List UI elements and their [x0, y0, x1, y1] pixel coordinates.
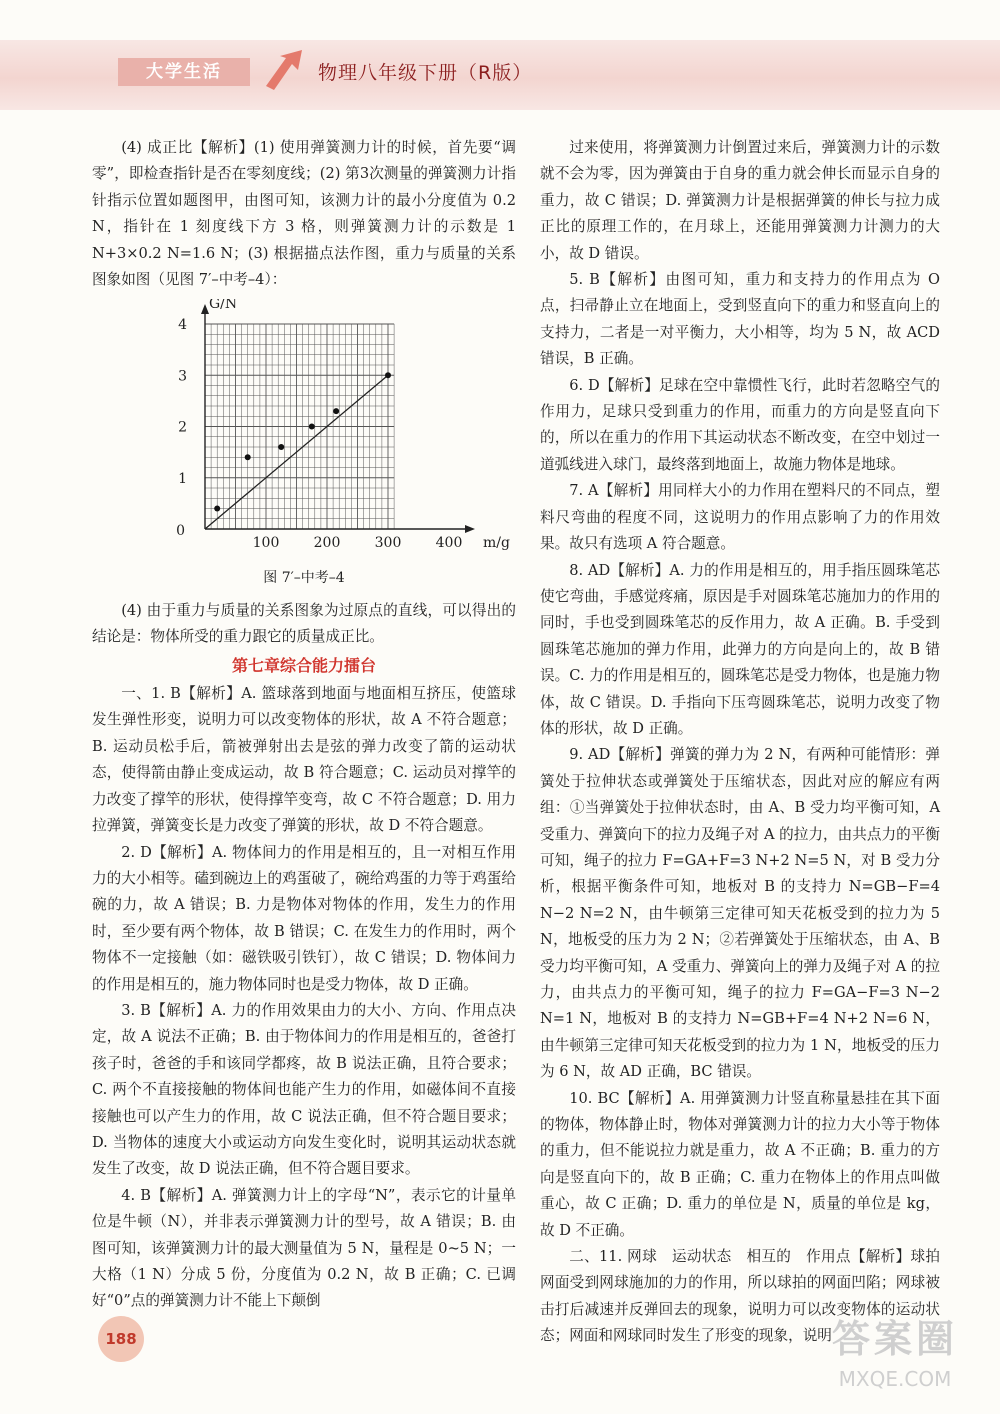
left-column [92, 135, 516, 1315]
page-number: 188 [98, 1316, 144, 1362]
x-tick-label: 400 [435, 535, 463, 552]
x-axis-arrow-icon [465, 525, 475, 533]
answer-paragraph: 过来使用，将弹簧测力计倒置过来后，弹簧测力计的示数就不会为零，因为弹簧由于自身的重力就会伸长而显示自身的重力，故 C 错误；D. 弹簧测力计是根据弹簧的伸长与拉力成正比的原理工作的，在月球上，还能用弹簧测力计测力的大小，故 D 错误。 [540, 139, 940, 262]
watermark-url: MXQE.COM [838, 1367, 952, 1391]
answer-paragraph: 二、11. 网球 运动状态 相互的 作用点【解析】球拍网面受到网球施加的力的作用，所以球拍的网面凹陷；网球被击打后减速并反弹回去的现象，说明力可以改变物体的运动状态；网面和网球同时发生了形变的现象，说明 [540, 1248, 940, 1345]
x-axis-label: m/g [483, 535, 510, 552]
data-point [245, 455, 251, 461]
data-point [385, 373, 391, 379]
section-title: 第七章综合能力擂台 [231, 655, 376, 675]
answer-paragraph: 3. B【解析】A. 力的作用效果由力的大小、方向、作用点决定，故 A 说法不正确；B. 由于物体间力的作用是相互的，爸爸打孩子时，爸爸的手和该同学都疼，故 B 说法正确，且符合要求；C. 两个不直接接触的物体间也能产生力的作用，如磁体间不直接接触也可以产生力的作用，故 C 说法正确，但不符合题目要求；D. 当物体的速度大小或运动方向发生变化时，说明其运动状态就发生了改变，故 D 说法正确，但不符合题目要求。 [92, 1001, 516, 1178]
answer-paragraph: (4) 由于重力与质量的关系图象为过原点的直线，可以得出的结论是：物体所受的重力跟它的质量成正比。 [92, 601, 516, 646]
arrow-icon [262, 48, 316, 92]
origin-label: 0 [176, 523, 185, 540]
answer-paragraph: (4) 成正比【解析】(1) 使用弹簧测力计的时候，首先要“调零”，即检查指针是否在零刻度线；(2) 第3次测量的弹簧测力计指针指示位置如题图甲，由图可知，该测力计的最小分度值为 0.2 N，指针在 1 刻度线下方 3 格，则弹簧测力计的示数是 1 N+3×0.2 N=1.6 N；(3) 根据描点法作图，重力与质量的关系图象如图（见图 7′–中考–4）： [92, 139, 516, 289]
y-axis-arrow-icon [201, 304, 209, 314]
answer-paragraph: 一、1. B【解析】A. 篮球落到地面与地面相互挤压，使篮球发生弹性形变，说明力可以改变物体的形状，故 A 不符合题意；B. 运动员松手后，箭被弹射出去是弦的弹力改变了箭的运动状态，使得箭由静止变成运动，故 B 符合题意；C. 运动员对撑竿的力改变了撑竿的形状，使得撑竿变弯，故 C 不符合题意；D. 用力拉弹簧，弹簧变长是力改变了弹簧的形状，故 D 不符合题意。 [92, 685, 516, 835]
y-tick-label: 3 [178, 368, 187, 385]
answer-paragraph: 5. B【解析】由图可知，重力和支持力的作用点为 O 点，扫帚静止立在地面上，受到竖直向下的重力和竖直向上的支持力，二者是一对平衡力，大小相等，均为 5 N，故 ACD 错误，B 正确。 [540, 271, 940, 368]
figure-caption: 图 7′–中考–4 [263, 570, 345, 587]
data-point [333, 409, 339, 415]
answer-paragraph: 6. D【解析】足球在空中靠惯性飞行，此时若忽略空气的作用力，足球只受到重力的作用，而重力的方向是竖直向下的，所以在重力的作用下其运动状态不断改变，在空中划过一道弧线进入球门，最终落到地面上，故施力物体是地球。 [540, 376, 940, 473]
data-point [278, 444, 284, 450]
watermark [810, 1312, 980, 1404]
x-tick-label: 200 [313, 535, 341, 552]
watermark-text: 答案圈 [831, 1317, 958, 1361]
y-tick-label: 2 [178, 419, 187, 436]
gravity-mass-chart [92, 299, 516, 561]
book-title: 物理八年级下册（R版） [318, 62, 533, 84]
answer-paragraph: 7. A【解析】用同样大小的力作用在塑料尺的不同点，塑料尺弯曲的程度不同，这说明力的作用点影响了力的作用效果。故只有选项 A 符合题意。 [540, 482, 940, 553]
chart-svg [92, 299, 516, 561]
y-tick-label: 4 [178, 317, 187, 334]
answer-paragraph: 9. AD【解析】弹簧的弹力为 2 N，有两种可能情形：弹簧处于拉伸状态或弹簧处于压缩状态，因此对应的解应有两组：①当弹簧处于拉伸状态时，由 A、B 受力均平衡可知，A 受重力、弹簧向下的拉力及绳子对 A 的拉力，由共点力的平衡可知，绳子的拉力 F=GA+F=3 N+2 N=5 N，对 B 受力分析，根据平衡条件可知，地板对 B 的支持力 N=GB−F=4 N−2 N=2 N，由牛顿第三定律可知天花板受到的拉力为 5 N，地板受的压力为 2 N；②若弹簧处于压缩状态，由 A、B 受力均平衡可知，A 受重力、弹簧向上的弹力及绳子对 A 的拉力，由共点力的平衡可知，绳子的拉力 F=GA−F=3 N−2 N=1 N，地板对 B 的支持力 N=GB+F=4 N+2 N=6 N，由牛顿第三定律可知天花板受到的拉力为 1 N，地板受的压力为 6 N，故 AD 正确，BC 错误。 [540, 746, 940, 1081]
data-point [214, 506, 220, 512]
right-column [540, 135, 940, 1350]
answer-paragraph: 10. BC【解析】A. 用弹簧测力计竖直称量悬挂在其下面的物体，物体静止时，物体对弹簧测力计的拉力大小等于物体的重力，但不能说拉力就是重力，故 A 不正确；B. 重力的方向是竖直向下的，故 B 正确；C. 重力在物体上的作用点叫做重心，故 C 正确；D. 重力的单位是 N，质量的单位是 kg，故 D 不正确。 [540, 1089, 940, 1239]
answer-paragraph: 2. D【解析】A. 物体间力的作用是相互的，且一对相互作用力的大小相等。磕到碗边上的鸡蛋破了，碗给鸡蛋的力等于鸡蛋给碗的力，故 A 错误；B. 力是物体对物体的作用，发生力的作用时，至少要有两个物体，故 B 错误；C. 在发生力的作用时，两个物体不一定接触（如：磁铁吸引铁钉），故 C 错误；D. 物体间力的作用是相互的，施力物体同时也是受力物体，故 D 正确。 [92, 843, 516, 993]
x-tick-label: 300 [374, 535, 402, 552]
answer-paragraph: 8. AD【解析】A. 力的作用是相互的，用手指压圆珠笔芯使它弯曲，手感觉疼痛，原因是手对圆珠笔芯施加力的作用的同时，手也受到圆珠笔芯的反作用力，故 A 正确。B. 手受到圆珠笔芯施加的弹力作用，此弹力的方向是向上的，故 B 错误。C. 力的作用是相互的，圆珠笔芯是受力物体，也是施力物体，故 C 错误。D. 手指向下压弯圆珠笔芯，说明力改变了物体的形状，故 D 正确。 [540, 561, 940, 737]
y-tick-label: 1 [178, 471, 187, 488]
brand-label: 大学生活 [118, 58, 250, 86]
answer-paragraph: 4. B【解析】A. 弹簧测力计上的字母“N”，表示它的计量单位是牛顿（N），并非表示弹簧测力计的型号，故 A 错误；B. 由图可知，该弹簧测力计的最大测量值为 5 N，量程是 0~5 N；一大格（1 N）分成 5 份，分度值为 0.2 N，故 B 正确；C. 已调好“0”点的弹簧测力计不能上下颠倒 [92, 1186, 516, 1310]
data-point [309, 424, 315, 430]
x-tick-label: 100 [252, 535, 280, 552]
y-axis-label: G/N [209, 299, 238, 313]
